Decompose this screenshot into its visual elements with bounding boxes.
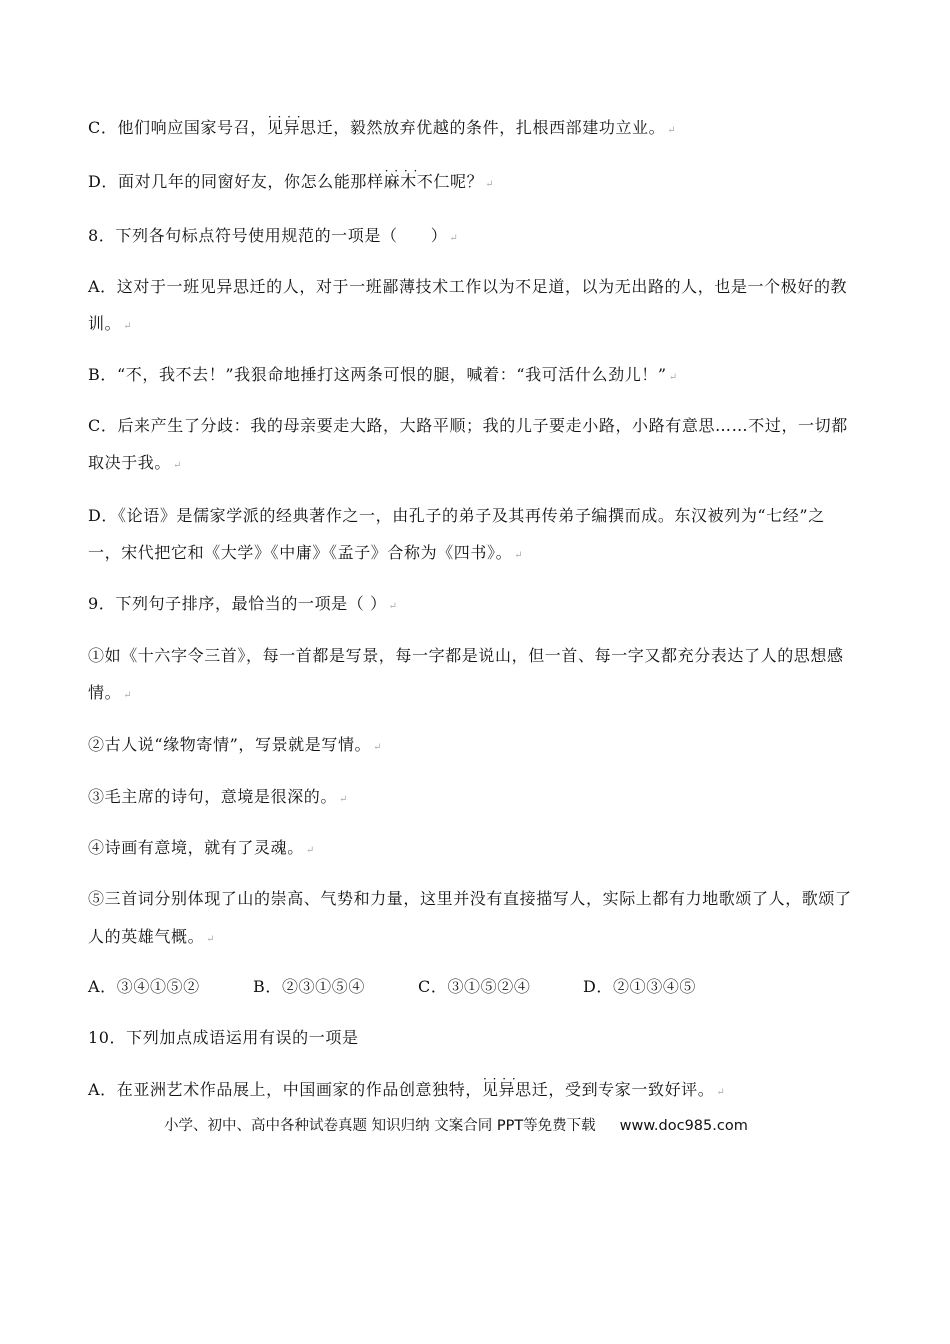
sentence-1-cont: 情。 ↵ (88, 683, 133, 702)
paragraph-mark: ↵ (373, 742, 383, 753)
question-8: 8．下列各句标点符号使用规范的一项是（ ） ↵ (88, 226, 459, 245)
question-8-option-b: B．“不，我不去！”我狠命地捶打这两条可恨的腿，喊着：“我可活什么劲儿！” ↵ (88, 365, 678, 384)
option-c: C．③①⑤②④ (418, 977, 531, 996)
question-10: 10．下列加点成语运用有误的一项是 (88, 1028, 359, 1047)
footer-url[interactable]: www.doc985.com (619, 1118, 748, 1134)
paragraph-mark: ↵ (667, 125, 677, 136)
question-8-option-d-cont: 一，宋代把它和《大学》《中庸》《孟子》合称为《四书》。 ↵ (88, 543, 524, 562)
option-b: B．②③①⑤④ (253, 977, 365, 996)
sentence-5: ⑤三首词分别体现了山的崇高、气势和力量，这里并没有直接描写人，实际上都有力地歌颂了人，歌颂了 (88, 889, 852, 908)
option-d: D．②①③④⑤ (583, 977, 697, 996)
paragraph-mark: ↵ (514, 550, 524, 561)
paragraph-mark: ↵ (206, 934, 216, 945)
option-c-line: C．他们响应国家号召，· · · · 见异思迁，毅然放弃优越的条件，扎根西部建功立业。 ↵ (88, 117, 676, 142)
paragraph-mark: ↵ (123, 690, 133, 701)
paragraph-mark: ↵ (339, 794, 348, 805)
question-8-option-c-cont: 取决于我。 ↵ (88, 453, 182, 472)
sentence-1: ①如《十六字令三首》，每一首都是写景，每一字都是说山，但一首、每一字又都充分表达了人的思想感 (88, 646, 844, 665)
question-10-option-a: A．在亚洲艺术作品展上，中国画家的作品创意独特，· · · · 见异思迁，受到专家一致好评。 ↵ (88, 1079, 725, 1104)
paragraph-mark: ↵ (716, 1087, 726, 1098)
question-8-option-c: C．后来产生了分歧：我的母亲要走大路，大路平顺；我的儿子要走小路，小路有意思……不过，一切都 (88, 416, 848, 435)
question-8-option-a: A．这对于一班见异思迁的人，对于一班鄙薄技术工作以为不足道，以为无出路的人，也是一个极好的教 (88, 277, 848, 296)
emphasized-idiom: · · · · 麻木不仁 (384, 172, 450, 191)
question-8-option-a-cont: 训。 ↵ (88, 314, 133, 333)
option-a: A．③④①⑤② (88, 977, 200, 996)
paragraph-mark: ↵ (668, 372, 678, 383)
question-9-options (88, 976, 696, 998)
paragraph-mark: ↵ (123, 321, 133, 332)
paragraph-mark: ↵ (449, 233, 459, 244)
question-9: 9．下列句子排序，最恰当的一项是（ ） ↵ (88, 594, 398, 613)
sentence-5-cont: 人的英雄气概。 ↵ (88, 927, 216, 946)
footer-text: 小学、初中、高中各种试卷真题 知识归纳 文案合同 PPT等免费下载 (164, 1118, 596, 1134)
paragraph-mark: ↵ (173, 460, 182, 471)
page-footer (164, 1116, 748, 1136)
sentence-2: ②古人说“缘物寄情”，写景就是写情。 ↵ (88, 735, 383, 754)
paragraph-mark: ↵ (485, 179, 495, 190)
emphasized-idiom: · · · · 见异思迁 (267, 118, 333, 137)
sentence-3: ③毛主席的诗句，意境是很深的。 ↵ (88, 787, 348, 806)
paragraph-mark: ↵ (388, 601, 398, 612)
option-d-line: D．面对几年的同窗好友，你怎么能那样· · · · 麻木不仁呢？ ↵ (88, 171, 494, 196)
paragraph-mark: ↵ (305, 845, 315, 856)
sentence-4: ④诗画有意境，就有了灵魂。 ↵ (88, 838, 315, 857)
emphasized-idiom: · · · · 见异思迁 (482, 1080, 548, 1099)
question-8-option-d: D．《论语》是儒家学派的经典著作之一，由孔子的弟子及其再传弟子编撰而成。东汉被列为“七经”之 (88, 506, 825, 525)
